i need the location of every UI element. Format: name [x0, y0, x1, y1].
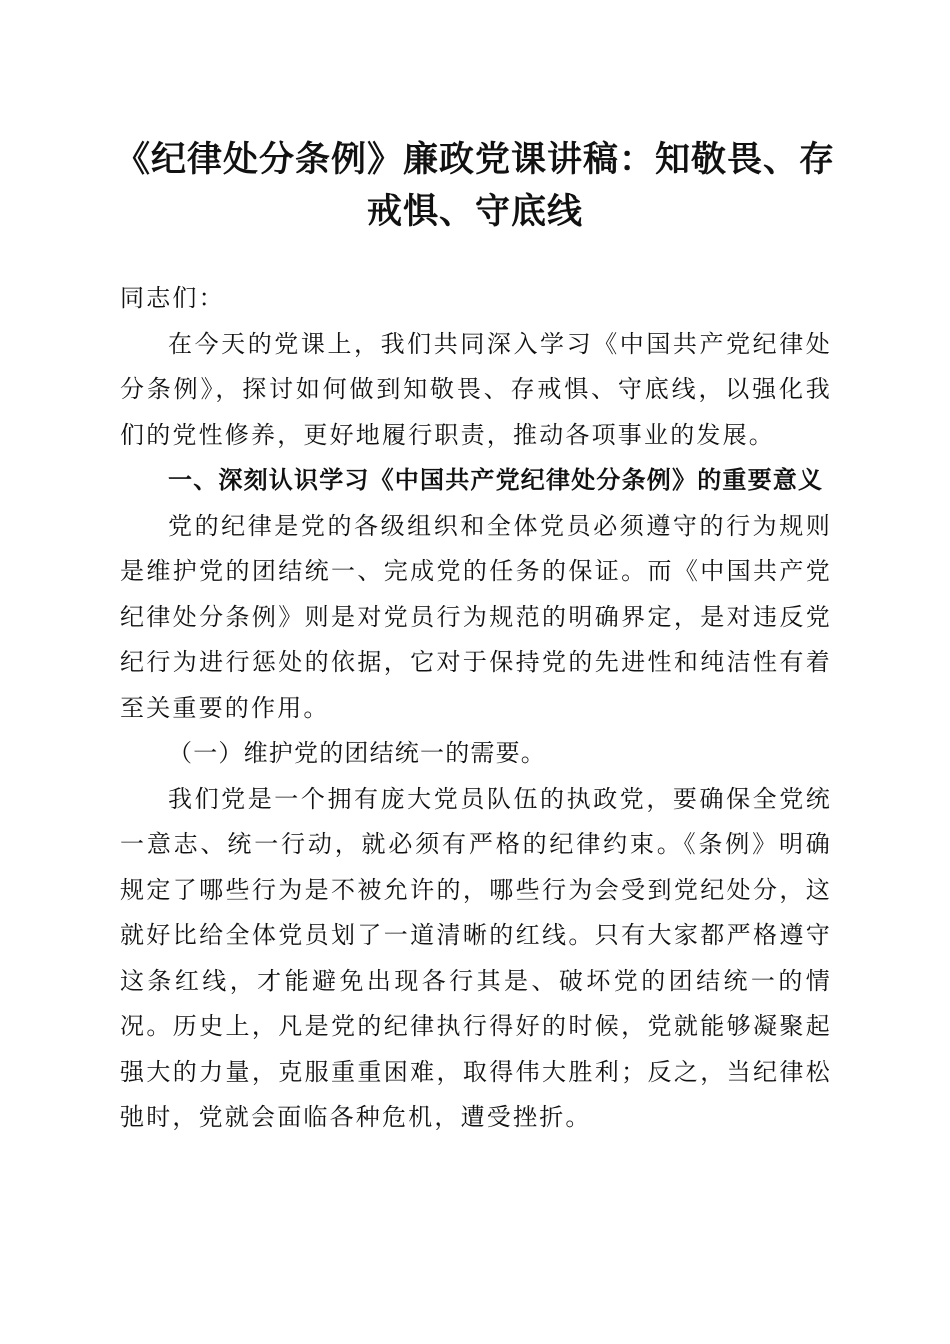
intro-paragraph: 在今天的党课上，我们共同深入学习《中国共产党纪律处分条例》，探讨如何做到知敬畏、存戒惧、守底线，以强化我们的党性修养，更好地履行职责，推动各项事业的发展。 [120, 329, 832, 449]
section-1-paragraph: 党的纪律是党的各级组织和全体党员必须遵守的行为规则是维护党的团结统一、完成党的任务的保证。而《中国共产党纪律处分条例》则是对党员行为规范的明确界定，是对违反党纪行为进行惩处的依据，它对于保持党的先进性和纯洁性有着至关重要的作用。 [120, 511, 832, 722]
document-body [120, 276, 832, 1141]
salutation: 同志们： [120, 284, 225, 312]
section-heading-1: 一、深刻认识学习《中国共产党纪律处分条例》的重要意义 [168, 466, 824, 494]
document-title: 《纪律处分条例》廉政党课讲稿：知敬畏、存戒惧、守底线 [114, 139, 835, 232]
subsection-1-paragraph: 我们党是一个拥有庞大党员队伍的执政党，要确保全党统一意志、统一行动，就必须有严格的纪律约束。《条例》明确规定了哪些行为是不被允许的，哪些行为会受到党纪处分，这就好比给全体党员划了一道清晰的红线。只有大家都严格遵守这条红线，才能避免出现各行其是、破坏党的团结统一的情况。历史上，凡是党的纪律执行得好的时候，党就能够凝聚起强大的力量，克服重重困难，取得伟大胜利；反之，当纪律松弛时，党就会面临各种危机，遭受挫折。 [120, 784, 832, 1131]
subsection-heading-1: （一）维护党的团结统一的需要。 [168, 739, 546, 767]
